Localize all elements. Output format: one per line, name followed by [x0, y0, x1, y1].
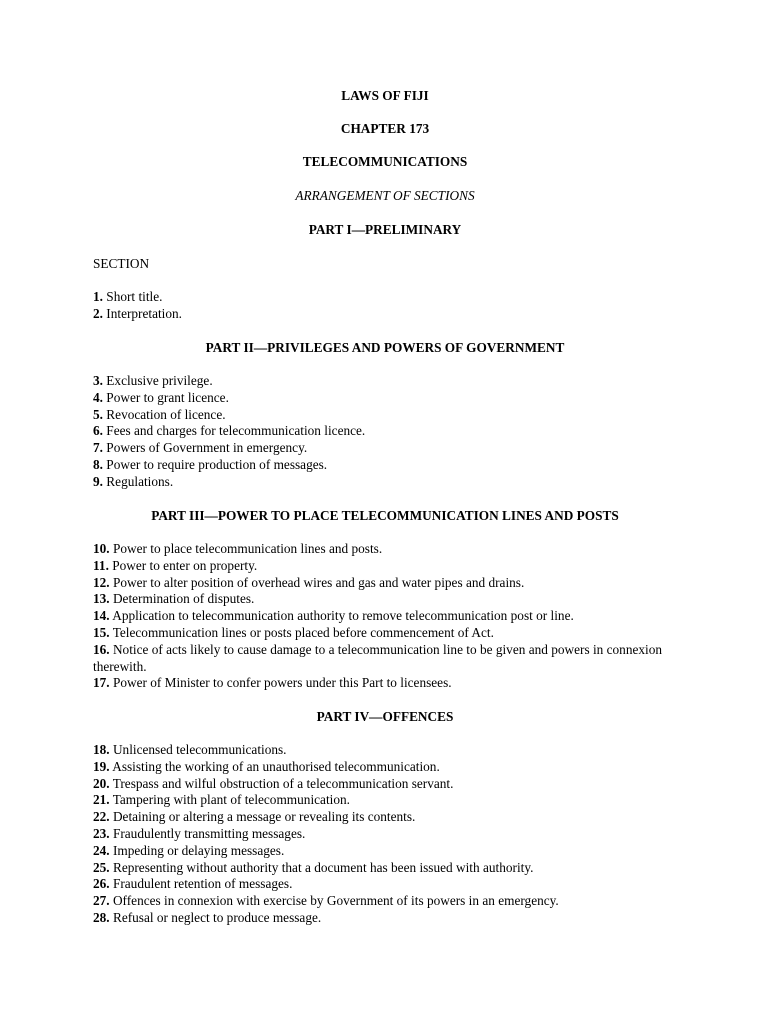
- section-entry: [93, 876, 683, 893]
- section-number: 25.: [93, 859, 110, 875]
- section-number: 10.: [93, 541, 110, 556]
- section-label: SECTION: [93, 256, 150, 271]
- section-entry: [93, 390, 683, 407]
- section-list: [93, 373, 683, 491]
- section-title: Refusal or neglect to produce message.: [109, 909, 322, 925]
- section-title: Telecommunication lines or posts placed before commencement of Act.: [109, 624, 494, 640]
- section-entry: [93, 591, 683, 608]
- section-number: 21.: [93, 792, 110, 808]
- section-title: Fraudulently transmitting messages.: [109, 825, 306, 841]
- section-number: 16.: [93, 641, 110, 657]
- section-entry: [93, 860, 683, 877]
- section-number: 23.: [93, 825, 110, 841]
- section-title: Tampering with plant of telecommunication.: [109, 792, 350, 808]
- section-entry: [93, 642, 683, 676]
- section-number: 22.: [93, 809, 110, 825]
- section-title: Power to require production of messages.: [102, 456, 328, 472]
- section-entry: [93, 826, 683, 843]
- section-title: Interpretation.: [102, 305, 182, 321]
- section-title: Regulations.: [102, 473, 174, 489]
- section-number: 1.: [93, 289, 103, 304]
- part-heading: PART I—PRELIMINARY: [308, 222, 462, 237]
- section-entry: [93, 675, 683, 692]
- section-entry: [93, 792, 683, 809]
- section-number: 9.: [93, 473, 103, 489]
- section-list: [93, 289, 683, 323]
- section-title: Power to place telecommunication lines and posts.: [109, 541, 383, 556]
- section-number: 20.: [93, 775, 110, 791]
- section-title: Powers of Government in emergency.: [102, 440, 308, 456]
- section-entry: [93, 440, 683, 457]
- section-title: Fees and charges for telecommunication licence.: [102, 423, 366, 439]
- section-number: 27.: [93, 893, 110, 909]
- section-entry: [93, 776, 683, 793]
- laws-heading: LAWS OF FIJI: [341, 88, 429, 103]
- section-number: 2.: [93, 305, 103, 321]
- section-number: 11.: [93, 557, 109, 573]
- part-heading: PART II—PRIVILEGES AND POWERS OF GOVERNMENT: [205, 340, 565, 355]
- section-entry: [93, 373, 683, 390]
- section-number: 14.: [93, 608, 110, 624]
- section-title: Offences in connexion with exercise by Government of its powers in an emergency.: [109, 893, 559, 909]
- section-list: [93, 541, 683, 692]
- section-title: Short title.: [102, 289, 163, 304]
- section-entry: [93, 742, 683, 759]
- section-entry: [93, 558, 683, 575]
- section-title: Notice of acts likely to cause damage to a telecommunication line to be given and powers in connexion therewith.: [93, 641, 663, 674]
- section-number: 19.: [93, 758, 110, 774]
- section-title: Assisting the working of an unauthorised telecommunication.: [109, 758, 440, 774]
- section-number: 13.: [93, 591, 110, 607]
- section-entry: [93, 809, 683, 826]
- section-number: 8.: [93, 456, 103, 472]
- section-entry: [93, 893, 683, 910]
- section-number: 4.: [93, 389, 103, 405]
- section-number: 28.: [93, 909, 110, 925]
- part-heading: PART III—POWER TO PLACE TELECOMMUNICATION LINES AND POSTS: [151, 508, 619, 523]
- section-entry: [93, 608, 683, 625]
- section-entry: [93, 423, 683, 440]
- section-title: Impeding or delaying messages.: [109, 842, 285, 858]
- section-entry: [93, 541, 683, 558]
- section-entry: [93, 457, 683, 474]
- section-title: Application to telecommunication authority to remove telecommunication post or line.: [109, 608, 574, 624]
- section-number: 6.: [93, 423, 103, 439]
- section-title: Exclusive privilege.: [102, 373, 213, 388]
- section-title: Detaining or altering a message or revealing its contents.: [109, 809, 416, 825]
- section-title: Representing without authority that a document has been issued with authority.: [109, 859, 534, 875]
- section-title: Fraudulent retention of messages.: [109, 876, 293, 892]
- section-number: 17.: [93, 675, 110, 691]
- section-title: Power to alter position of overhead wires and gas and water pipes and drains.: [109, 574, 525, 590]
- section-entry: [93, 407, 683, 424]
- section-number: 12.: [93, 574, 110, 590]
- chapter-heading: CHAPTER 173: [340, 121, 430, 136]
- section-entry: [93, 306, 683, 323]
- section-entry: [93, 474, 683, 491]
- section-number: 15.: [93, 624, 110, 640]
- section-number: 26.: [93, 876, 110, 892]
- section-title: Revocation of licence.: [102, 406, 226, 422]
- section-entry: [93, 910, 683, 927]
- section-entry: [93, 625, 683, 642]
- act-title: TELECOMMUNICATIONS: [302, 154, 468, 169]
- section-title: Power of Minister to confer powers under this Part to licensees.: [109, 675, 452, 691]
- section-entry: [93, 575, 683, 592]
- section-number: 18.: [93, 742, 110, 757]
- section-entry: [93, 759, 683, 776]
- arrangement-heading: ARRANGEMENT OF SECTIONS: [295, 188, 475, 203]
- section-number: 24.: [93, 842, 110, 858]
- section-entry: [93, 289, 683, 306]
- section-title: Power to enter on property.: [108, 557, 258, 573]
- section-entry: [93, 843, 683, 860]
- section-number: 7.: [93, 440, 103, 456]
- section-number: 5.: [93, 406, 103, 422]
- section-title: Power to grant licence.: [102, 389, 229, 405]
- section-list: [93, 742, 683, 927]
- part-heading: PART IV—OFFENCES: [316, 709, 454, 724]
- section-title: Trespass and wilful obstruction of a telecommunication servant.: [109, 775, 454, 791]
- section-title: Unlicensed telecommunications.: [109, 742, 287, 757]
- section-title: Determination of disputes.: [109, 591, 255, 607]
- section-number: 3.: [93, 373, 103, 388]
